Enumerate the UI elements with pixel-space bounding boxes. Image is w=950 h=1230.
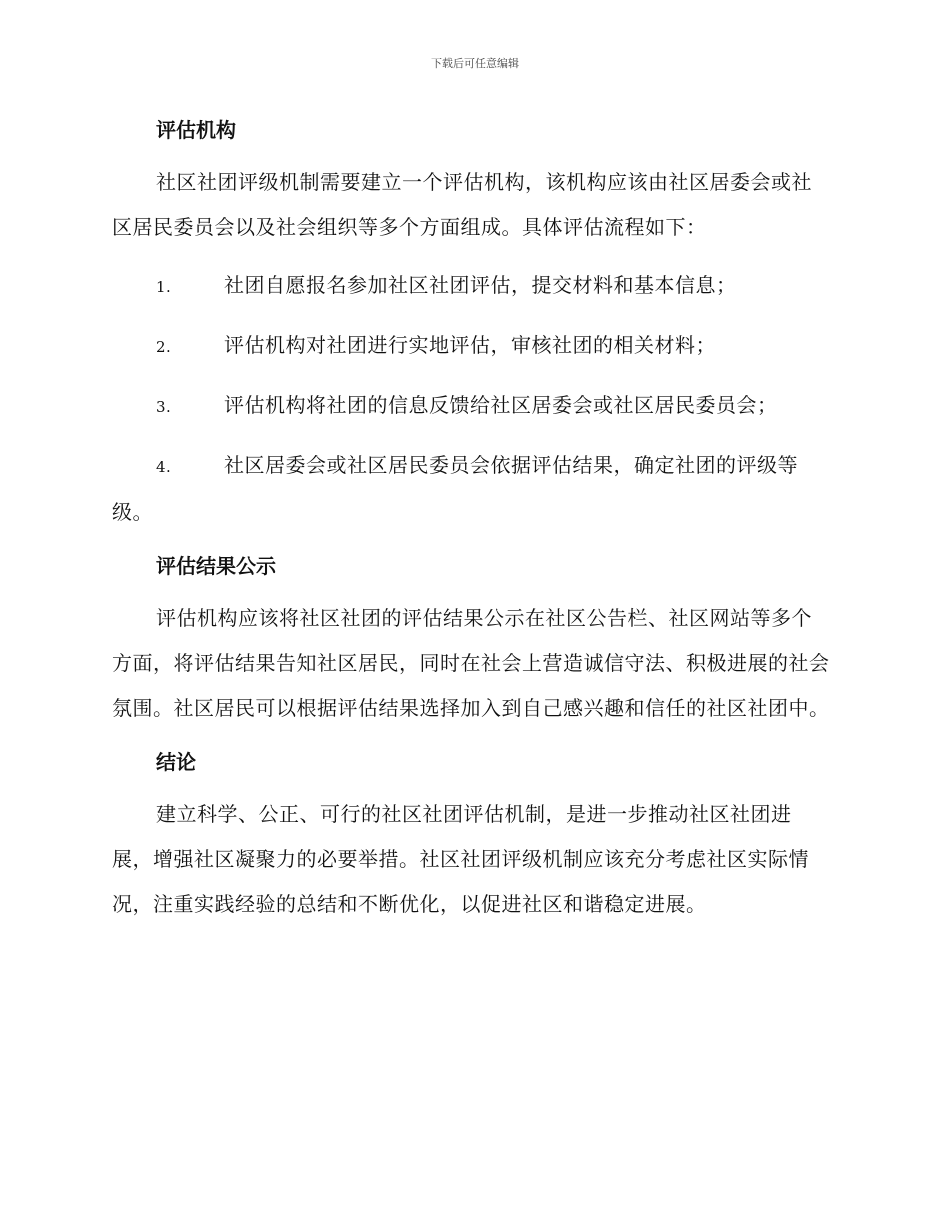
section-heading-result-publication: 评估结果公示 — [156, 554, 276, 578]
list-item — [112, 443, 832, 535]
section-paragraph-evaluation-agency: 社区社团评级机制需要建立一个评估机构，该机构应该由社区居委会或社区居民委员会以及社会组织等多个方面组成。具体评估流程如下： — [112, 170, 812, 239]
list-number: 2. — [156, 338, 172, 356]
list-item-text: 社团自愿报名参加社区社团评估，提交材料和基本信息； — [224, 273, 737, 297]
list-number: 3. — [156, 398, 172, 416]
list-item-text: 评估机构将社团的信息反馈给社区居委会或社区居民委员会； — [224, 393, 778, 417]
section-heading-evaluation-agency: 评估机构 — [156, 118, 236, 142]
section-paragraph-conclusion: 建立科学、公正、可行的社区社团评估机制，是进一步推动社区社团进展，增强社区凝聚力的必要举措。社区社团评级机制应该充分考虑社区实际情况，注重实践经验的总结和不断优化，以促进社区和谐稳定进展。 — [112, 802, 809, 916]
page-header-note: 下载后可任意编辑 — [431, 57, 519, 70]
list-item — [112, 263, 832, 310]
list-item-text: 评估机构对社团进行实地评估，审核社团的相关材料； — [224, 333, 716, 357]
list-item-text: 社区居委会或社区居民委员会依据评估结果，确定社团的评级等级。 — [112, 453, 798, 524]
document-body — [112, 112, 832, 927]
list-item — [112, 383, 832, 430]
section-heading-conclusion: 结论 — [156, 750, 196, 774]
list-number: 4. — [156, 458, 172, 476]
section-paragraph-result-publication: 评估机构应该将社区社团的评估结果公示在社区公告栏、社区网站等多个方面，将评估结果告知社区居民，同时在社会上营造诚信守法、积极进展的社会氛围。社区居民可以根据评估结果选择加入到自己感兴趣和信任的社区社团中。 — [112, 606, 830, 720]
list-item — [112, 323, 832, 370]
list-number: 1. — [156, 278, 172, 296]
